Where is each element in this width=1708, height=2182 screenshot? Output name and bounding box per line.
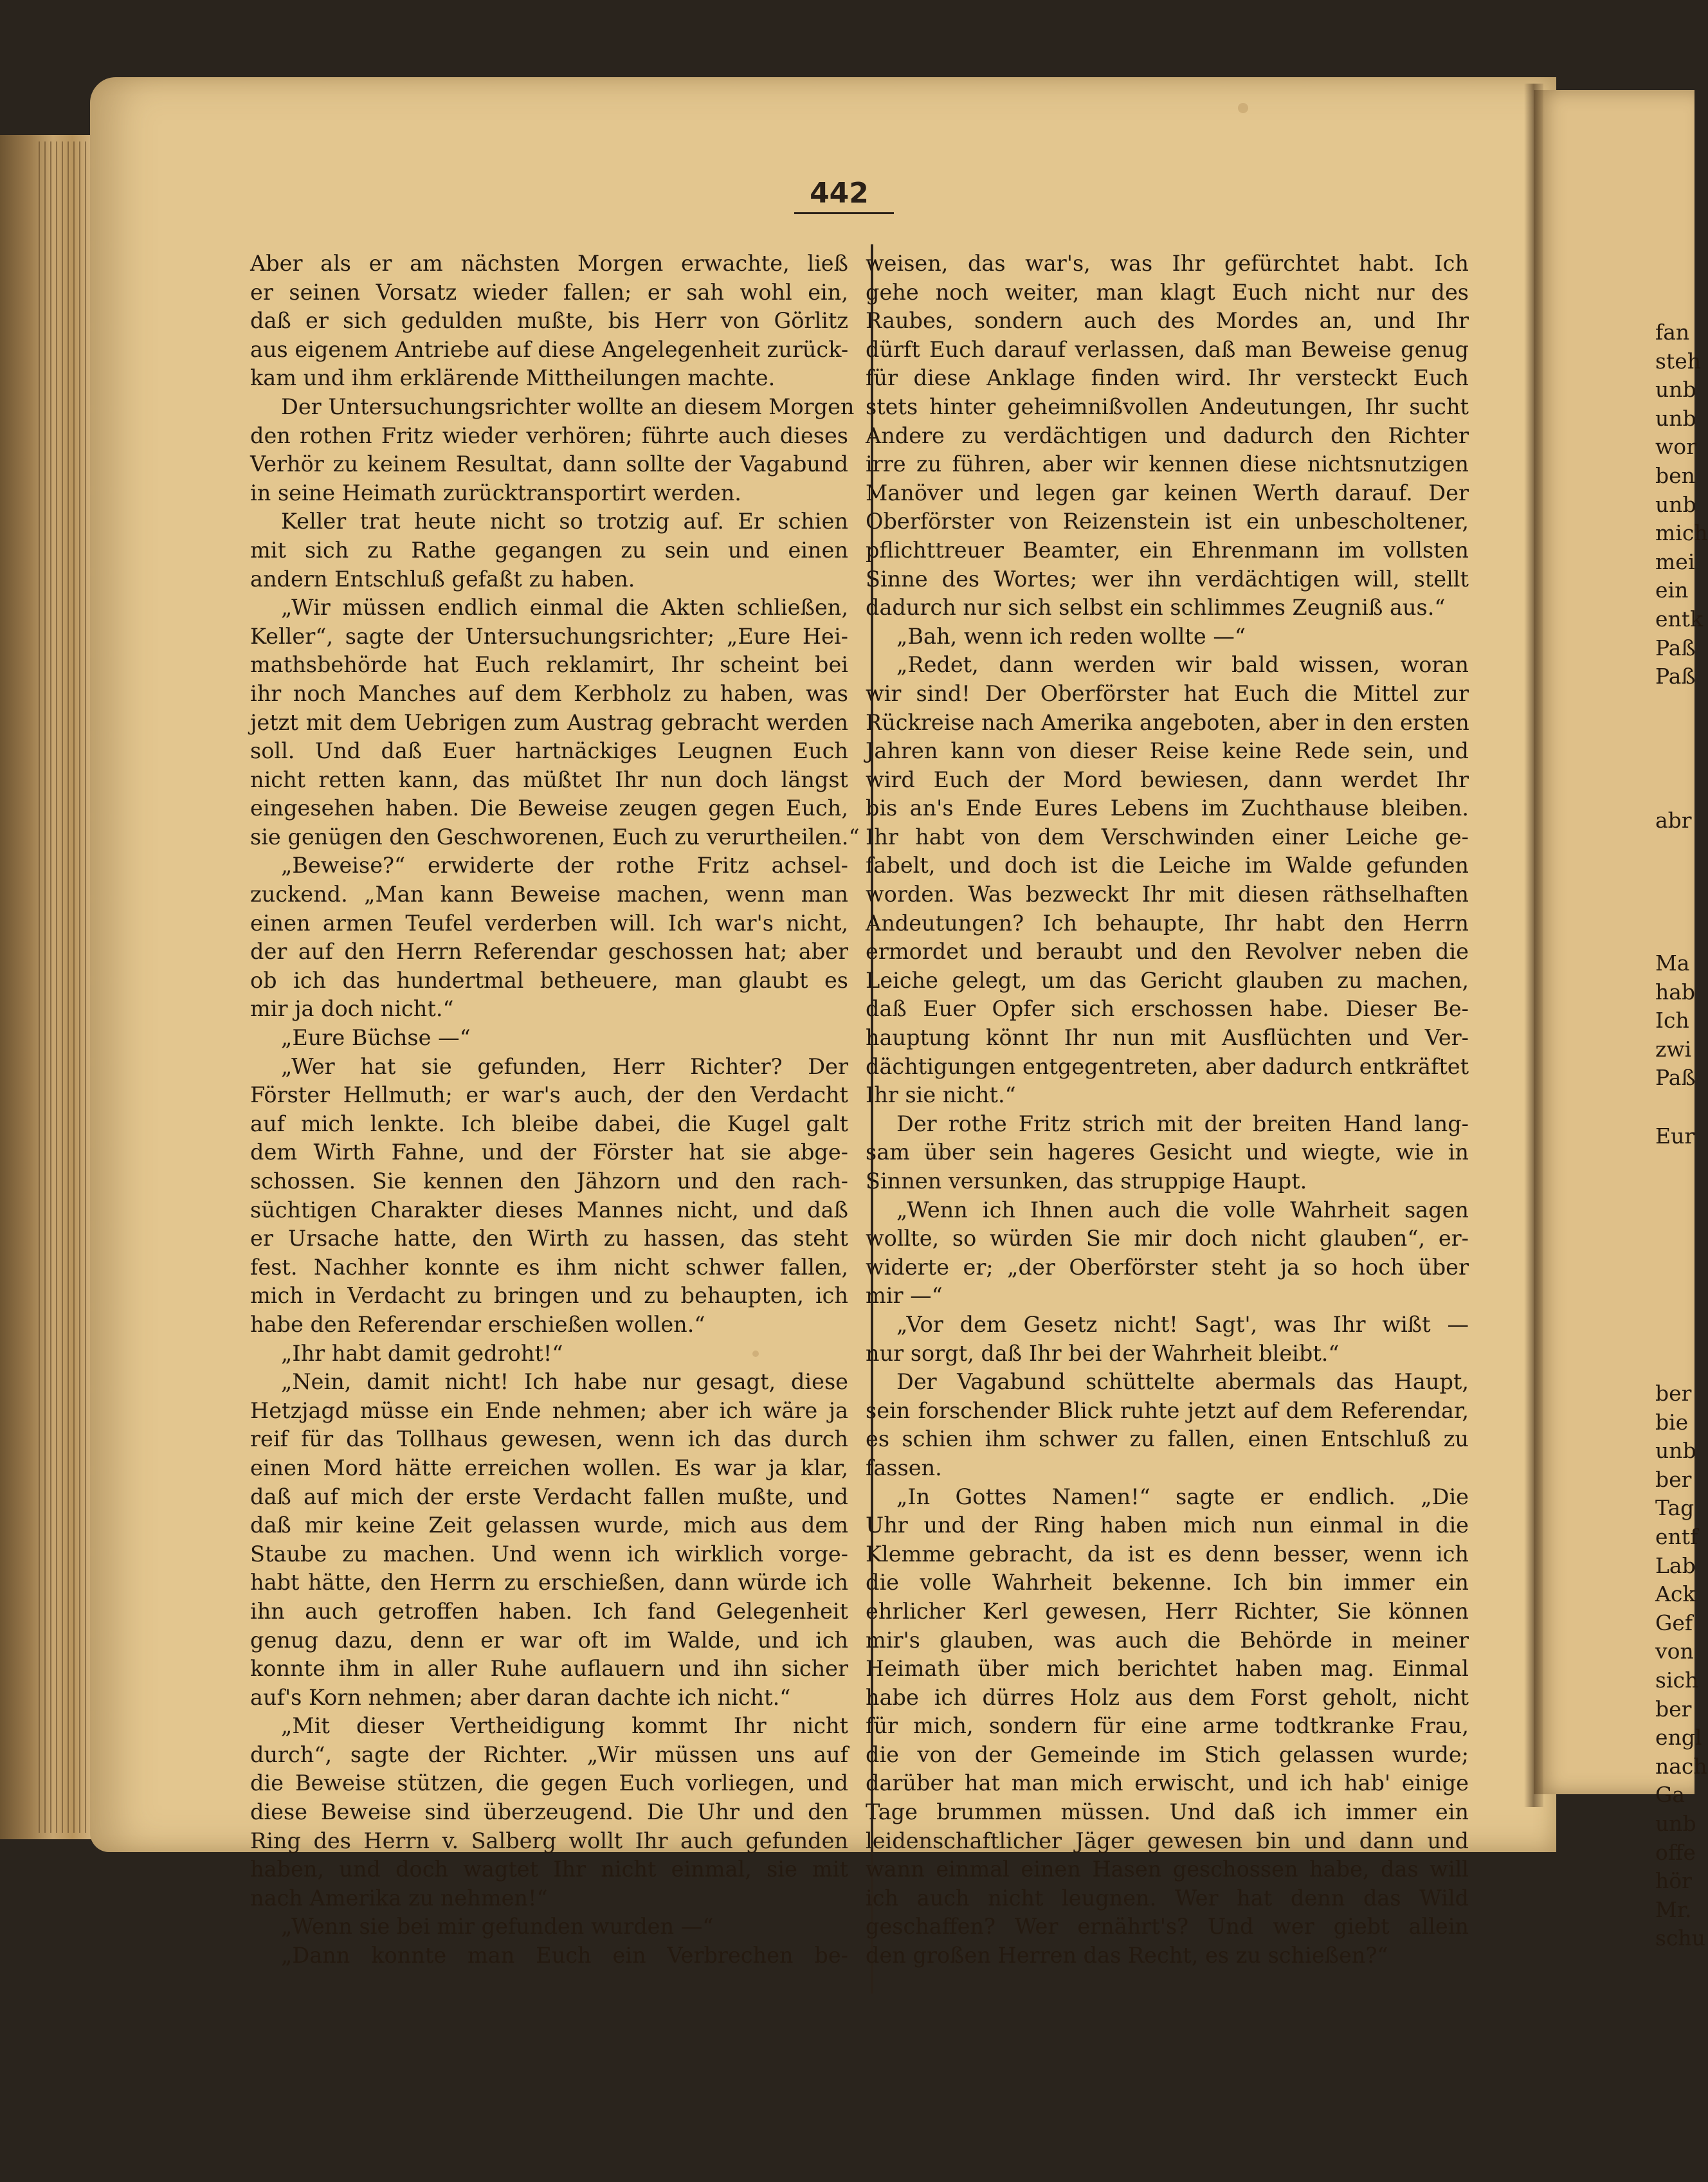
fragment: Lab: [1655, 1552, 1696, 1578]
fragment: schu: [1655, 1925, 1705, 1951]
fragment: sich: [1655, 1667, 1699, 1693]
text-line: Hetzjagd müsse ein Ende nehmen; aber ich wäre ja: [250, 1397, 848, 1423]
text-line: ehrlicher Kerl gewesen, Herr Richter, Sie können: [866, 1598, 1469, 1624]
text-line: „Ihr habt damit gedroht!“: [281, 1340, 563, 1366]
text-line: Klemme gebracht, da ist es denn besser, wenn ich: [866, 1541, 1469, 1567]
text-line: fest. Nachher konnte es ihm nicht schwer fallen,: [250, 1254, 848, 1280]
text-line: darüber hat man mich erwischt, und ich hab' einige: [866, 1770, 1469, 1796]
text-line: haben, und doch wagtet Ihr nicht einmal, sie mit: [250, 1857, 848, 1882]
text-line: bis an's Ende Eures Lebens im Zuchthause bleiben.: [866, 796, 1469, 821]
text-line: Ihr sie nicht.“: [866, 1082, 1016, 1108]
text-line: „Wenn ich Ihnen auch die volle Wahrheit sagen: [896, 1197, 1469, 1223]
text-line: Tage brummen müssen. Und daß ich immer ein: [866, 1799, 1469, 1825]
text-line: Keller trat heute nicht so trotzig auf. Er schien: [281, 509, 848, 534]
text-line: nicht retten kann, das müßtet Ihr nun doch längst: [250, 767, 848, 792]
facing-page-fragments-mid: [1655, 949, 1694, 1093]
text-line: ich auch nicht leugnen. Wer hat denn das Wild: [866, 1885, 1469, 1911]
text-line: daß Euer Opfer sich erschossen habe. Dieser Be-: [866, 996, 1469, 1022]
text-line: „Eure Büchse —“: [281, 1025, 471, 1051]
text-line: hauptung könnt Ihr nun mit Ausflüchten und Ver-: [866, 1025, 1469, 1051]
text-line: einen armen Teufel verderben will. Ich war's nicht,: [250, 910, 848, 936]
text-line: dächtigungen entgegentreten, aber dadurch entkräftet: [866, 1053, 1469, 1079]
text-line: stets hinter geheimnißvollen Andeutungen, Ihr sucht: [866, 394, 1469, 419]
text-line: Ring des Herrn v. Salberg wollt Ihr auch gefunden: [250, 1828, 848, 1853]
text-line: den großen Herren das Recht, es zu schießen?“: [866, 1943, 1388, 1968]
text-line: ihr noch Manches auf dem Kerbholz zu haben, was: [250, 680, 848, 706]
fragment: Ich: [1655, 1008, 1689, 1033]
text-line: kam und ihm erklärende Mittheilungen machte.: [250, 365, 776, 391]
text-line: mit sich zu Rathe gegangen zu sein und einen: [250, 537, 848, 563]
text-line: nach Amerika zu nehmen!“: [250, 1885, 548, 1911]
text-line: zuckend. „Man kann Beweise machen, wenn man: [250, 882, 848, 907]
text-line: sein forschender Blick ruhte jetzt auf dem Referendar,: [866, 1397, 1469, 1423]
text-line: Leiche gelegt, um das Gericht glauben zu machen,: [866, 967, 1469, 993]
fragment: ber: [1655, 1381, 1692, 1406]
text-line: mir ja doch nicht.“: [250, 996, 454, 1022]
fragment: unb: [1655, 1810, 1696, 1836]
fragment: Ga: [1655, 1782, 1685, 1808]
fragment: unb: [1655, 405, 1696, 431]
text-line: habe ich dürres Holz aus dem Forst geholt, nicht: [866, 1684, 1469, 1710]
fragment: entk: [1655, 606, 1703, 632]
text-line: den rothen Fritz wieder verhören; führte auch dieses: [250, 423, 848, 448]
text-line: gehe noch weiter, man klagt Euch nicht nur des: [866, 279, 1469, 305]
text-line: einen Mord hätte erreichen wollen. Es war ja klar,: [250, 1455, 848, 1480]
fragment: unb: [1655, 1438, 1696, 1464]
text-line: „Wir müssen endlich einmal die Akten schließen,: [281, 595, 848, 621]
fragment: von: [1655, 1639, 1694, 1664]
text-line: widerte er; „der Oberförster steht ja so hoch über: [866, 1254, 1469, 1280]
text-line: Rückreise nach Amerika angeboten, aber in den ersten: [866, 709, 1469, 735]
page-stack: [39, 141, 96, 1833]
text-line: mir —“: [866, 1283, 943, 1309]
gutter: [1524, 84, 1543, 1807]
fragment: mei: [1655, 549, 1695, 574]
text-line: er seinen Vorsatz wieder fallen; er sah wohl ein,: [250, 279, 848, 305]
text-line: worden. Was bezweckt Ihr mit diesen räthselhaften: [866, 882, 1469, 907]
text-line: dürft Euch darauf verlassen, daß man Beweise genug: [866, 336, 1469, 362]
text-line: „Redet, dann werden wir bald wissen, woran: [896, 652, 1469, 678]
fragment: entf: [1655, 1523, 1698, 1549]
text-line: „Nein, damit nicht! Ich habe nur gesagt, diese: [281, 1369, 848, 1395]
text-line: wird Euch der Mord bewiesen, dann werdet Ihr: [866, 767, 1469, 792]
page-number: 442: [810, 177, 869, 210]
text-line: „Mit dieser Vertheidigung kommt Ihr nicht: [281, 1713, 848, 1739]
fragment: ben: [1655, 462, 1695, 488]
text-line: dadurch nur sich selbst ein schlimmes Zeugniß aus.“: [866, 595, 1446, 621]
text-line: fassen.: [866, 1455, 942, 1480]
text-line: mir's glauben, was auch die Behörde in meiner: [866, 1627, 1469, 1653]
facing-page-fragment-b: [1655, 1122, 1694, 1151]
stain: [1238, 103, 1248, 113]
fragment: hör: [1655, 1868, 1692, 1894]
fragment: unb: [1655, 377, 1696, 403]
text-line: Sinnen versunken, das struppige Haupt.: [866, 1168, 1307, 1194]
facing-page-fragments-bottom: [1655, 1379, 1707, 1953]
text-line: reif für das Tollhaus gewesen, wenn ich das durch: [250, 1426, 848, 1452]
text-line: wir sind! Der Oberförster hat Euch die Mittel zur: [866, 680, 1469, 706]
fragment: Eur: [1655, 1123, 1695, 1149]
fragment: bie: [1655, 1409, 1689, 1435]
text-line: Andere zu verdächtigen und dadurch den Richter: [866, 423, 1469, 448]
text-line: irre zu führen, aber wir kennen diese nichtsnutzigen: [866, 451, 1469, 477]
text-line: aus eigenem Antriebe auf diese Angelegenheit zurück-: [250, 336, 849, 362]
text-line: genug dazu, denn er war oft im Walde, und ich: [250, 1627, 848, 1653]
text-line: für diese Anklage finden wird. Ihr versteckt Euch: [866, 365, 1469, 391]
fragment: unb: [1655, 491, 1696, 517]
fragment: ber: [1655, 1466, 1692, 1492]
text-line: der auf den Herrn Referendar geschossen hat; aber: [250, 939, 848, 965]
text-line: Jahren kann von dieser Reise keine Rede sein, und: [866, 738, 1469, 764]
text-line: ermordet und beraubt und den Revolver neben die: [866, 939, 1469, 965]
fragment: Ma: [1655, 950, 1690, 976]
text-line: diese Beweise sind überzeugend. Die Uhr und den: [250, 1799, 848, 1825]
text-line: daß mir keine Zeit gelassen wurde, mich aus dem: [250, 1513, 848, 1538]
text-line: „Bah, wenn ich reden wollte —“: [896, 623, 1246, 649]
text-line: süchtigen Charakter dieses Mannes nicht, und daß: [250, 1197, 848, 1223]
text-line: „Vor dem Gesetz nicht! Sagt', was Ihr wißt —: [896, 1311, 1469, 1337]
fragment: abr: [1655, 808, 1692, 833]
text-line: eingesehen haben. Die Beweise zeugen gegen Euch,: [250, 796, 848, 821]
text-line: mich in Verdacht zu bringen und zu behaupten, ich: [250, 1283, 848, 1309]
text-line: wollte, so würden Sie mir doch nicht glauben“, er-: [866, 1226, 1469, 1251]
text-line: sam über sein hageres Gesicht und wiegte, wie in: [866, 1140, 1469, 1165]
fragment: steh: [1655, 348, 1701, 374]
text-line: „Wenn sie bei mir gefunden wurden —“: [281, 1914, 714, 1940]
fragment: fan: [1655, 320, 1690, 345]
text-line: habt hätte, den Herrn zu erschießen, dann würde ich: [250, 1570, 848, 1596]
fragment: mich: [1655, 520, 1708, 546]
fragment: ein: [1655, 577, 1689, 603]
facing-page-fragment-a: [1655, 806, 1694, 835]
text-line: mathsbehörde hat Euch reklamirt, Ihr scheint bei: [250, 652, 848, 678]
fragment: hab: [1655, 979, 1696, 1005]
text-line: Aber als er am nächsten Morgen erwachte, ließ: [250, 251, 848, 276]
text-line: Andeutungen? Ich behaupte, Ihr habt den Herrn: [866, 910, 1469, 936]
fragment: zwi: [1655, 1036, 1692, 1062]
page-number-rule: [794, 212, 894, 214]
fragment: Ack: [1655, 1581, 1696, 1607]
text-line: Ihr habt von dem Verschwinden einer Leiche ge-: [866, 824, 1469, 850]
text-line: leidenschaftlicher Jäger gewesen bin und dann und: [866, 1828, 1469, 1853]
text-line: auf's Korn nehmen; aber daran dachte ich nicht.“: [250, 1684, 791, 1710]
fragment: Paß: [1655, 1065, 1696, 1091]
text-line: Der Untersuchungsrichter wollte an diesem Morgen: [281, 394, 855, 419]
text-line: auf mich lenkte. Ich bleibe dabei, die Kugel galt: [250, 1111, 848, 1136]
text-line: weisen, das war's, was Ihr gefürchtet habt. Ich: [866, 251, 1469, 276]
text-line: die von der Gemeinde im Stich gelassen wurde;: [866, 1741, 1469, 1767]
fragment: nach: [1655, 1753, 1707, 1779]
text-line: Der Vagabund schüttelte abermals das Haupt,: [896, 1369, 1469, 1395]
text-line: Der rothe Fritz strich mit der breiten Hand lang-: [896, 1111, 1469, 1136]
text-line: Verhör zu keinem Resultat, dann sollte der Vagabund: [250, 451, 848, 477]
facing-page-fragments-top: [1655, 318, 1708, 691]
text-line: pflichttreuer Beamter, ein Ehrenmann im vollsten: [866, 537, 1469, 563]
text-line: Keller“, sagte der Untersuchungsrichter; „Eure Hei-: [250, 623, 848, 649]
text-line: habe den Referendar erschießen wollen.“: [250, 1311, 705, 1337]
left-column: [250, 250, 860, 1970]
text-line: „In Gottes Namen!“ sagte er endlich. „Die: [896, 1484, 1469, 1509]
text-line: soll. Und daß Euer hartnäckiges Leugnen Euch: [250, 738, 848, 764]
text-line: Staube zu machen. Und wenn ich wirklich vorge-: [250, 1541, 848, 1567]
fragment: Mr.: [1655, 1896, 1692, 1922]
text-line: schossen. Sie kennen den Jähzorn und den rach-: [250, 1168, 848, 1194]
text-line: daß auf mich der erste Verdacht fallen mußte, und: [250, 1484, 848, 1509]
text-line: Heimath über mich berichtet haben mag. Einmal: [866, 1656, 1469, 1682]
text-line: Manöver und legen gar keinen Werth darauf. Der: [866, 480, 1469, 505]
text-line: die volle Wahrheit bekenne. Ich bin immer ein: [866, 1570, 1469, 1596]
fragment: Tag: [1655, 1495, 1694, 1521]
text-line: er Ursache hatte, den Wirth zu hassen, das steht: [250, 1226, 848, 1251]
text-line: nur sorgt, daß Ihr bei der Wahrheit bleibt.“: [866, 1340, 1340, 1366]
text-line: daß er sich gedulden mußte, bis Herr von Görlitz: [250, 308, 848, 334]
text-line: Förster Hellmuth; er war's auch, der den Verdacht: [250, 1082, 848, 1108]
text-line: geschaffen? Wer ernährt's? Und wer giebt allein: [866, 1914, 1469, 1940]
text-line: „Beweise?“ erwiderte der rothe Fritz achsel-: [281, 853, 848, 878]
fragment: wor: [1655, 434, 1696, 460]
text-line: dem Wirth Fahne, und der Förster hat sie abge-: [250, 1140, 848, 1165]
text-line: sie genügen den Geschworenen, Euch zu verurtheilen.“: [250, 824, 860, 850]
text-line: für mich, sondern für eine arme todtkranke Frau,: [866, 1713, 1469, 1739]
text-line: „Wer hat sie gefunden, Herr Richter? Der: [281, 1053, 848, 1079]
text-line: Uhr und der Ring haben mich nun einmal in die: [866, 1513, 1469, 1538]
fragment: Paß: [1655, 664, 1696, 689]
fragment: engl: [1655, 1725, 1702, 1750]
text-line: Sinne des Wortes; wer ihn verdächtigen will, stellt: [866, 566, 1469, 592]
fragment: ber: [1655, 1696, 1692, 1722]
fragment: Gef: [1655, 1610, 1693, 1635]
text-line: durch“, sagte der Richter. „Wir müssen uns auf: [250, 1741, 848, 1767]
right-column: [866, 250, 1469, 1970]
text-line: in seine Heimath zurücktransportirt werden.: [250, 480, 741, 505]
text-line: jetzt mit dem Uebrigen zum Austrag gebracht werden: [250, 709, 848, 735]
text-line: ob ich das hundertmal betheuere, man glaubt es: [250, 967, 848, 993]
text-line: konnte ihm in aller Ruhe auflauern und ihn sicher: [250, 1656, 848, 1682]
text-line: Oberförster von Reizenstein ist ein unbescholtener,: [866, 509, 1469, 534]
text-line: ihn auch getroffen haben. Ich fand Gelegenheit: [250, 1598, 848, 1624]
text-line: andern Entschluß gefaßt zu haben.: [250, 566, 635, 592]
fragment: Paß: [1655, 635, 1696, 660]
fragment: offe: [1655, 1839, 1696, 1865]
text-line: fabelt, und doch ist die Leiche im Walde gefunden: [866, 853, 1469, 878]
text-line: wann einmal einen Hasen geschossen habe, das will: [866, 1857, 1469, 1882]
text-line: die Beweise stützen, die gegen Euch vorliegen, und: [250, 1770, 848, 1796]
text-line: Raubes, sondern auch des Mordes an, und Ihr: [866, 308, 1469, 334]
text-line: es schien ihm schwer zu fallen, einen Entschluß zu: [866, 1426, 1469, 1452]
text-line: „Dann konnte man Euch ein Verbrechen be-: [281, 1943, 848, 1968]
